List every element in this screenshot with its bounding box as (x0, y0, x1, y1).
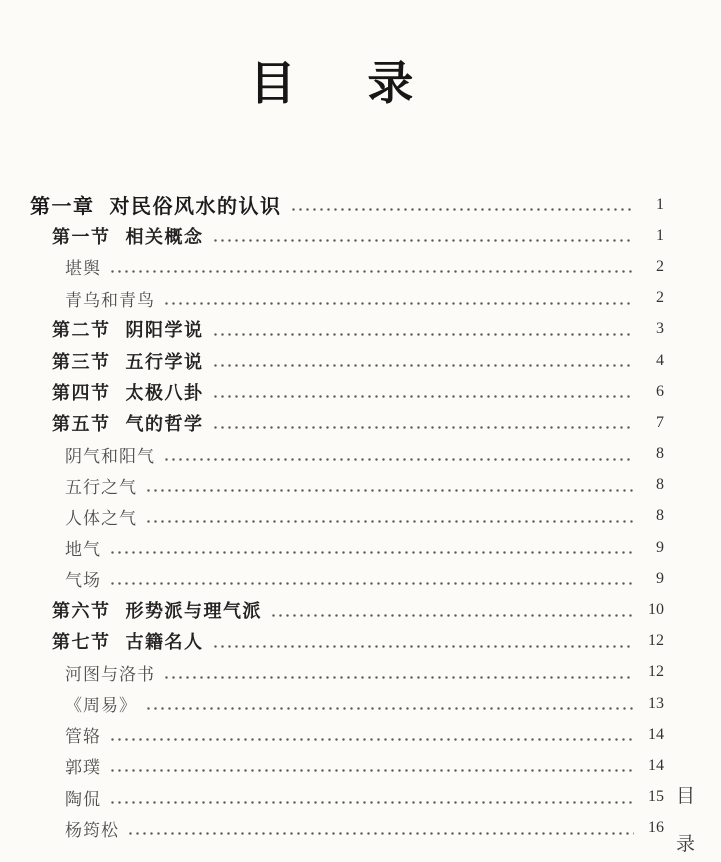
margin-caption-char-1: 目 (675, 786, 695, 807)
dot-leader (111, 551, 634, 554)
dot-leader (214, 239, 635, 242)
toc-entry-page-number: 7 (656, 413, 664, 431)
toc-entry-page-number: 12 (648, 632, 664, 650)
toc-entry-9 (30, 439, 664, 470)
dot-leader (129, 832, 634, 835)
toc-entry-label: 第一章 (30, 196, 95, 219)
toc-entry-title: 古籍名人 (125, 632, 204, 653)
toc-entry-label: 第六节 (52, 601, 111, 622)
toc-entry-2 (30, 220, 664, 251)
toc-entry-16 (30, 657, 664, 688)
toc-entry-page-number: 1 (656, 226, 664, 244)
toc-entry-title: 陶侃 (65, 789, 101, 809)
toc-entry-page-number: 1 (656, 195, 664, 213)
toc-entry-title: 人体之气 (65, 508, 137, 528)
dot-leader (147, 520, 634, 523)
toc-entry-page-number: 14 (648, 756, 664, 774)
toc-entry-title: 青乌和青鸟 (65, 290, 155, 310)
toc-entry-4 (30, 283, 664, 314)
dot-leader (214, 364, 635, 367)
toc-entry-3 (30, 251, 664, 282)
toc-entry-title: 阴气和阳气 (65, 446, 155, 466)
toc-entry-title: 对民俗风水的认识 (109, 196, 282, 219)
toc-entry-title: 太极八卦 (125, 382, 204, 403)
toc-entry-19 (30, 750, 664, 781)
toc-entry-title: 杨筠松 (65, 820, 119, 840)
toc-entry-page-number: 10 (648, 601, 664, 619)
toc-entry-8 (30, 407, 664, 438)
toc-entry-title: 气场 (65, 571, 101, 591)
dot-leader (111, 582, 634, 585)
toc-entry-title: 五行之气 (65, 477, 137, 497)
dot-leader (147, 489, 634, 492)
toc-entry-title: 五行学说 (125, 351, 204, 372)
toc-entry-label: 第七节 (52, 632, 111, 653)
toc-entry-5 (30, 314, 664, 345)
dot-leader (111, 270, 634, 273)
dot-leader (165, 458, 634, 461)
toc-entry-title: 地气 (65, 540, 101, 560)
dot-leader (214, 395, 635, 398)
dot-leader (214, 645, 635, 648)
toc-entry-1 (30, 189, 664, 220)
dot-leader (165, 302, 634, 305)
toc-entry-page-number: 14 (648, 725, 664, 743)
dot-leader (147, 707, 634, 710)
toc-entry-label: 第三节 (52, 351, 111, 372)
toc-entry-21 (30, 813, 664, 844)
toc-entry-12 (30, 532, 664, 563)
toc-entry-20 (30, 782, 664, 813)
toc-entry-page-number: 16 (648, 819, 664, 837)
toc-entry-page-number: 13 (648, 694, 664, 712)
toc-entry-14 (30, 594, 664, 625)
toc-entry-label: 第二节 (52, 320, 111, 341)
toc-entry-page-number: 8 (656, 476, 664, 494)
toc-entry-page-number: 8 (656, 445, 664, 463)
toc-entry-13 (30, 563, 664, 594)
toc-entry-page-number: 3 (656, 320, 664, 338)
page-title: 目 录 (249, 57, 427, 109)
toc-entry-7 (30, 376, 664, 407)
dot-leader (111, 738, 634, 741)
toc-entry-title: 堪舆 (65, 259, 101, 279)
toc-entry-label: 第四节 (52, 382, 111, 403)
toc-entry-page-number: 6 (656, 382, 664, 400)
toc-entry-title: 管辂 (65, 727, 101, 747)
dot-leader (111, 801, 634, 804)
toc-entry-17 (30, 688, 664, 719)
dot-leader (214, 426, 635, 429)
toc-entry-page-number: 8 (656, 507, 664, 525)
toc-entry-page-number: 2 (656, 289, 664, 307)
toc-entry-label: 第一节 (52, 226, 111, 247)
dot-leader (111, 769, 634, 772)
toc-entry-label: 第五节 (52, 413, 111, 434)
toc-entry-page-number: 2 (656, 257, 664, 275)
running-margin-caption (676, 781, 695, 856)
toc-entry-title: 阴阳学说 (125, 320, 204, 341)
toc-list (30, 189, 664, 844)
dot-leader (214, 333, 635, 336)
toc-entry-title: 《周易》 (65, 696, 137, 716)
toc-entry-page-number: 9 (656, 538, 664, 556)
toc-entry-title: 河图与洛书 (65, 664, 155, 684)
toc-entry-title: 相关概念 (125, 226, 204, 247)
toc-entry-page-number: 4 (656, 351, 664, 369)
toc-entry-10 (30, 470, 664, 501)
dot-leader (165, 676, 634, 679)
toc-entry-11 (30, 501, 664, 532)
toc-entry-page-number: 15 (648, 788, 664, 806)
toc-entry-title: 形势派与理气派 (125, 601, 262, 622)
toc-entry-18 (30, 719, 664, 750)
dot-leader (292, 208, 635, 211)
toc-entry-page-number: 12 (648, 663, 664, 681)
dot-leader (272, 614, 634, 617)
toc-entry-title: 气的哲学 (125, 413, 204, 434)
toc-entry-title: 郭璞 (65, 758, 101, 778)
toc-entry-15 (30, 626, 664, 657)
toc-entry-6 (30, 345, 664, 376)
toc-entry-page-number: 9 (656, 569, 664, 587)
margin-caption-char-2: 录 (675, 834, 695, 855)
